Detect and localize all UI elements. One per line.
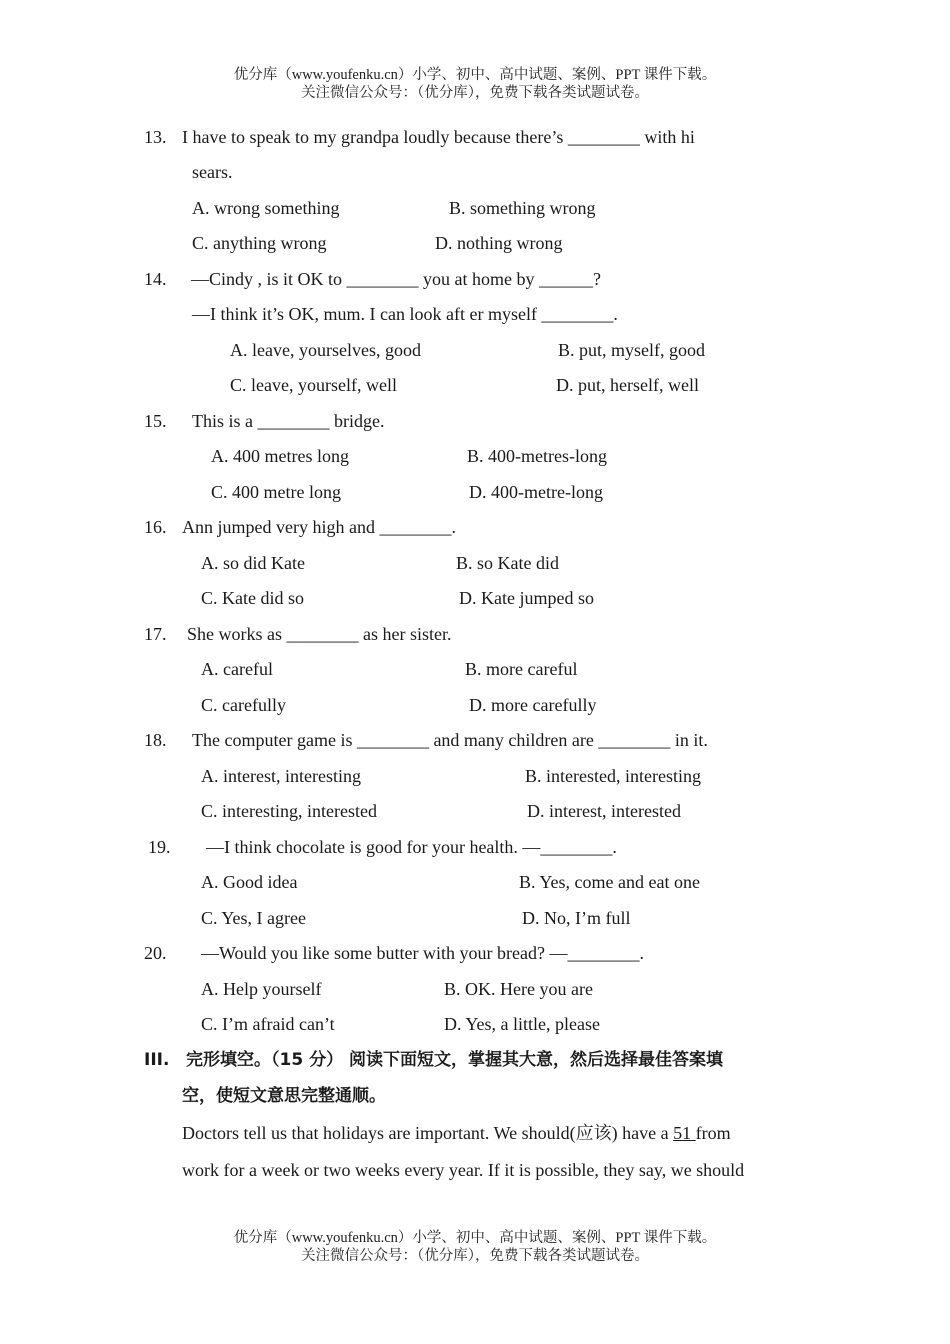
question-18-option-a: A. interest, interesting [201,766,361,786]
question-19-option-c: C. Yes, I agree [201,908,306,928]
question-18-number: 18. [144,730,167,750]
question-15-option-d: D. 400-metre-long [469,482,603,502]
question-16-stem: Ann jumped very high and ________. [182,517,456,537]
question-16-option-a: A. so did Kate [201,553,305,573]
question-16-number: 16. [144,517,167,537]
question-14-number: 14. [144,269,167,289]
question-17-option-d: D. more carefully [469,695,597,715]
question-19-option-b: B. Yes, come and eat one [519,872,700,892]
passage-line-2: work for a week or two weeks every year. If it is possible, they say, we should [182,1160,745,1180]
header-line-1: 优分库（www.youfenku.cn）小学、初中、高中试题、案例、PPT 课件下载。 [233,67,717,83]
question-13-number: 13. [144,127,167,147]
section-3-label [144,1048,169,1072]
passage-line-1 [182,1121,731,1145]
section-3-title: 完形填空。（15 分） 阅读下面短文，掌握其大意，然后选择最佳答案填 [186,1050,723,1070]
question-16-option-b: B. so Kate did [456,553,559,573]
question-13-option-c: C. anything wrong [192,233,327,253]
passage-line-1-text: Doctors tell us that holidays are important. We should(应该) have a [182,1123,674,1143]
question-17-option-c: C. carefully [201,695,286,715]
question-19-stem: —I think chocolate is good for your health. —________. [206,837,617,857]
section-3-numeral: III [144,1050,163,1070]
question-17-number: 17. [144,624,167,644]
footer-line-2: 关注微信公众号：（优分库），免费下载各类试题试卷。 [301,1248,649,1264]
question-16-option-c: C. Kate did so [201,588,304,608]
passage-line-1-end: from [695,1123,731,1143]
question-18-option-b: B. interested, interesting [525,766,701,786]
question-20-option-a: A. Help yourself [201,979,322,999]
header-line-2: 关注微信公众号：（优分库），免费下载各类试题试卷。 [301,85,649,101]
question-20-stem: —Would you like some butter with your bread? —________. [201,943,644,963]
question-13-option-b: B. something wrong [449,198,596,218]
page-header [0,66,950,102]
section-3-dot: . [162,1050,170,1070]
question-14-option-a: A. leave, yourselves, good [230,340,421,360]
question-19-number: 19. [148,837,171,857]
question-18-option-d: D. interest, interested [527,801,681,821]
question-19-option-d: D. No, I’m full [522,908,631,928]
question-18-option-c: C. interesting, interested [201,801,377,821]
question-13-stem: I have to speak to my grandpa loudly because there’s ________ with hi [182,127,695,147]
section-3-title-cont: 空，使短文意思完整通顺。 [182,1086,386,1106]
question-20-option-d: D. Yes, a little, please [444,1014,600,1034]
question-20-option-b: B. OK. Here you are [444,979,593,999]
question-15-option-c: C. 400 metre long [211,482,341,502]
question-14-stem-cont: —I think it’s OK, mum. I can look aft er myself ________. [192,304,618,324]
page-footer [0,1229,950,1265]
question-13-option-a: A. wrong something [192,198,340,218]
question-14-option-c: C. leave, yourself, well [230,375,397,395]
blank-51: 51 [673,1123,696,1143]
question-20-option-c: C. I’m afraid can’t [201,1014,335,1034]
question-17-option-a: A. careful [201,659,273,679]
question-19-option-a: A. Good idea [201,872,298,892]
question-14-option-b: B. put, myself, good [558,340,705,360]
question-17-option-b: B. more careful [465,659,578,679]
question-15-option-a: A. 400 metres long [211,446,349,466]
question-13-stem-cont: sears. [192,162,233,182]
question-13-option-d: D. nothing wrong [435,233,563,253]
question-15-option-b: B. 400-metres-long [467,446,607,466]
question-17-stem: She works as ________ as her sister. [187,624,452,644]
question-18-stem: The computer game is ________ and many children are ________ in it. [192,730,708,750]
footer-line-1: 优分库（www.youfenku.cn）小学、初中、高中试题、案例、PPT 课件下载。 [233,1230,717,1246]
question-20-number: 20. [144,943,167,963]
question-16-option-d: D. Kate jumped so [459,588,594,608]
question-15-stem: This is a ________ bridge. [192,411,385,431]
question-14-stem: —Cindy , is it OK to ________ you at home by ______? [191,269,601,289]
question-14-option-d: D. put, herself, well [556,375,699,395]
question-15-number: 15. [144,411,167,431]
